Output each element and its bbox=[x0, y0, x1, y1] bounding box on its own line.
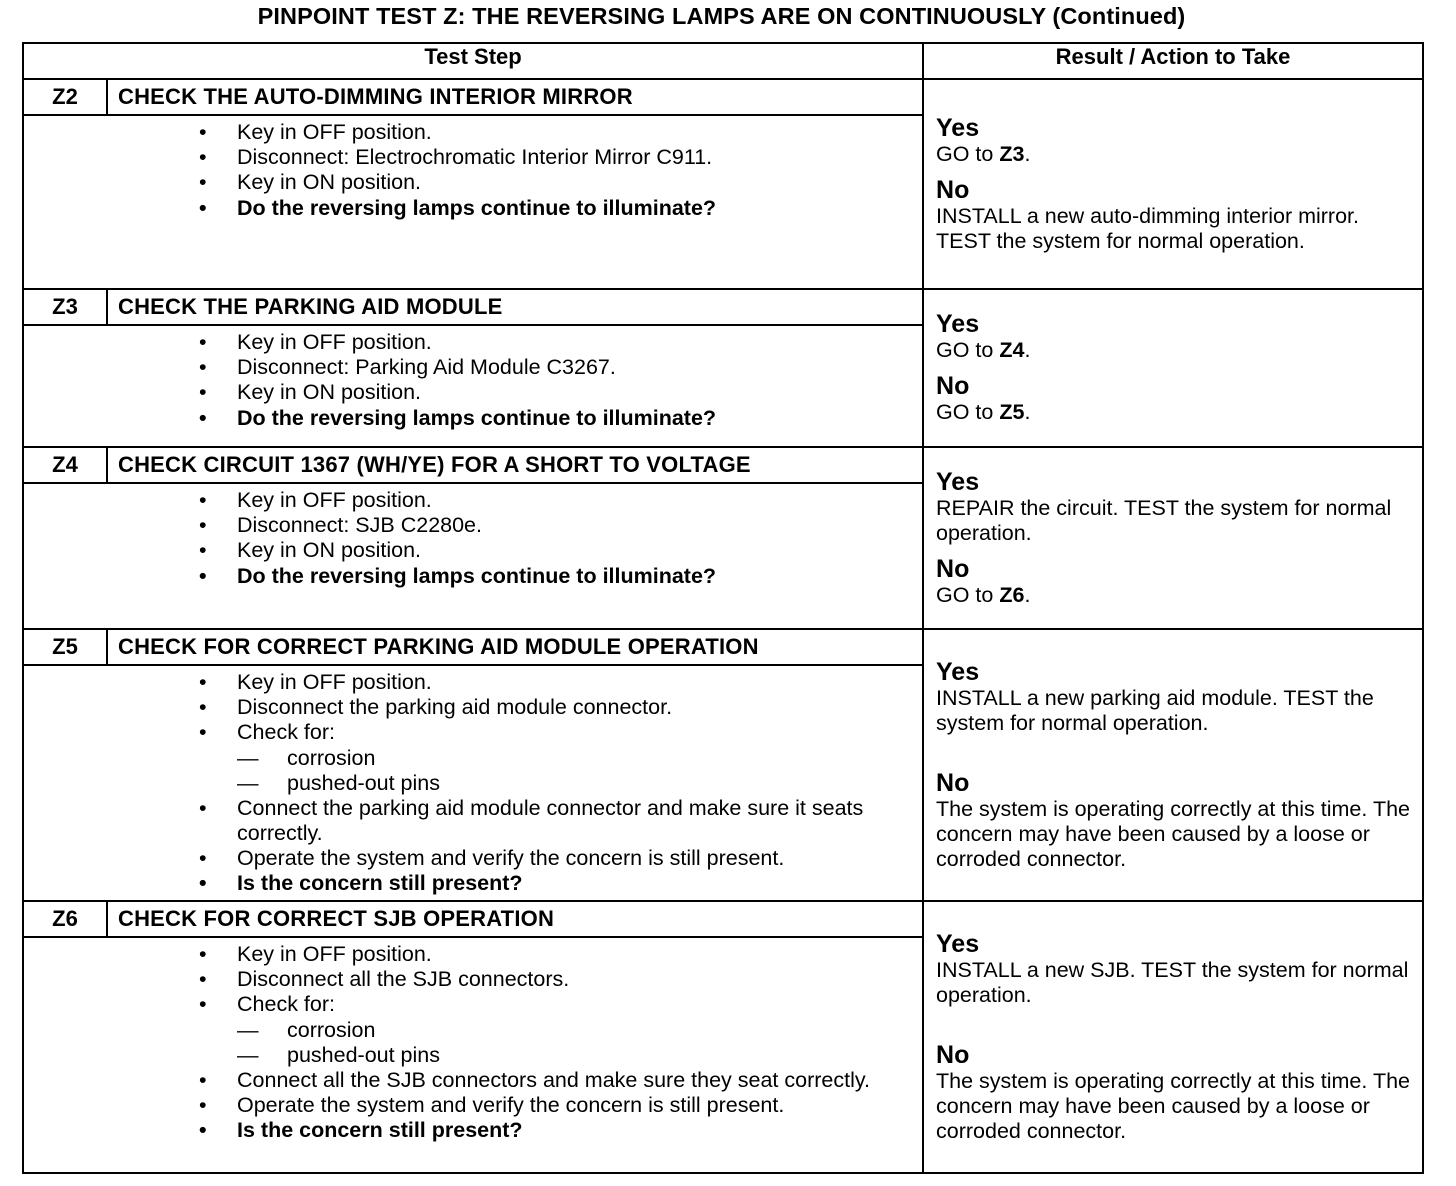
action-item: • Disconnect: Parking Aid Module C3267. bbox=[107, 355, 922, 380]
yes-action: INSTALL a new parking aid module. TEST the system for normal operation. bbox=[936, 685, 1374, 735]
action-item: • Key in OFF position. bbox=[107, 670, 922, 695]
action-item bbox=[107, 992, 922, 1067]
action-item: • Key in OFF position. bbox=[107, 120, 922, 145]
table-header-row bbox=[23, 43, 1423, 79]
action-item: • Disconnect all the SJB connectors. bbox=[107, 967, 922, 992]
action-item: • Disconnect: SJB C2280e. bbox=[107, 513, 922, 538]
step-id: Z6 bbox=[23, 901, 107, 937]
result-cell bbox=[923, 447, 1423, 629]
action-item: • Key in OFF position. bbox=[107, 488, 922, 513]
step-id-spacer bbox=[23, 483, 107, 629]
step-id: Z3 bbox=[23, 289, 107, 325]
yes-action: GO to Z3. bbox=[936, 141, 1031, 166]
action-item: • Key in OFF position. bbox=[107, 330, 922, 355]
no-step-ref: Z6 bbox=[999, 582, 1025, 607]
action-question: • Do the reversing lamps continue to illuminate? bbox=[107, 406, 922, 431]
no-label: No bbox=[936, 554, 970, 583]
step-title: CHECK THE PARKING AID MODULE bbox=[107, 289, 923, 325]
step-id: Z4 bbox=[23, 447, 107, 483]
step-id-spacer bbox=[23, 325, 107, 447]
step-title: CHECK CIRCUIT 1367 (WH/YE) FOR A SHORT TO VOLTAGE bbox=[107, 447, 923, 483]
action-item: • Connect the parking aid module connector and make sure it seats correctly. bbox=[107, 796, 922, 846]
page-title: PINPOINT TEST Z: THE REVERSING LAMPS ARE ON CONTINUOUSLY (Continued) bbox=[257, 3, 1186, 29]
header-result-action: Result / Action to Take bbox=[923, 43, 1423, 79]
check-item: — corrosion bbox=[237, 746, 922, 771]
no-action: The system is operating correctly at this time. The concern may have been caused by a loose or corroded connector. bbox=[936, 1068, 1410, 1143]
check-for-label: Check for: bbox=[237, 720, 335, 745]
yes-label: Yes bbox=[936, 929, 980, 958]
check-item: — corrosion bbox=[237, 1018, 922, 1043]
header-test-step: Test Step bbox=[23, 43, 923, 79]
yes-action: INSTALL a new SJB. TEST the system for normal operation. bbox=[936, 957, 1409, 1007]
no-action: The system is operating correctly at this time. The concern may have been caused by a loose or corroded connector. bbox=[936, 796, 1410, 871]
result-cell bbox=[923, 901, 1423, 1173]
yes-step-ref: Z3 bbox=[999, 141, 1025, 166]
yes-step-ref: Z4 bbox=[999, 338, 1025, 362]
step-title-row bbox=[23, 629, 1423, 665]
step-title-row bbox=[23, 447, 1423, 483]
action-item bbox=[107, 720, 922, 795]
action-question: • Is the concern still present? bbox=[107, 1118, 922, 1143]
step-id: Z5 bbox=[23, 629, 107, 665]
step-title: CHECK THE AUTO-DIMMING INTERIOR MIRROR bbox=[107, 79, 923, 115]
result-cell bbox=[923, 79, 1423, 289]
step-title: CHECK FOR CORRECT SJB OPERATION bbox=[107, 901, 923, 937]
step-actions bbox=[107, 483, 923, 629]
step-title-row bbox=[23, 79, 1423, 115]
yes-action: GO to Z4. bbox=[936, 338, 1031, 362]
step-title: CHECK FOR CORRECT PARKING AID MODULE OPERATION bbox=[107, 629, 923, 665]
no-label: No bbox=[936, 372, 970, 400]
action-question: • Do the reversing lamps continue to illuminate? bbox=[107, 564, 922, 589]
step-actions bbox=[107, 937, 923, 1173]
action-item: • Disconnect: Electrochromatic Interior Mirror C911. bbox=[107, 145, 922, 170]
pinpoint-test-table bbox=[22, 42, 1424, 1174]
action-item: • Operate the system and verify the concern is still present. bbox=[107, 846, 922, 871]
action-question: • Is the concern still present? bbox=[107, 871, 922, 896]
no-label: No bbox=[936, 768, 970, 797]
no-step-ref: Z5 bbox=[999, 400, 1025, 424]
step-id-spacer bbox=[23, 115, 107, 289]
check-item: — pushed-out pins bbox=[237, 771, 922, 796]
yes-label: Yes bbox=[936, 113, 980, 142]
step-id-spacer bbox=[23, 937, 107, 1173]
action-item: • Key in ON position. bbox=[107, 380, 922, 405]
no-action: GO to Z6. bbox=[936, 582, 1031, 607]
step-id: Z2 bbox=[23, 79, 107, 115]
result-cell bbox=[923, 289, 1423, 447]
step-actions bbox=[107, 325, 923, 447]
step-title-row bbox=[23, 289, 1423, 325]
step-actions bbox=[107, 665, 923, 901]
no-action: INSTALL a new auto-dimming interior mirror. TEST the system for normal operation. bbox=[936, 203, 1359, 253]
action-item: • Key in ON position. bbox=[107, 538, 922, 563]
yes-action: REPAIR the circuit. TEST the system for normal operation. bbox=[936, 495, 1392, 545]
step-id-spacer bbox=[23, 665, 107, 901]
result-cell bbox=[923, 629, 1423, 901]
yes-label: Yes bbox=[936, 310, 980, 338]
action-item: • Operate the system and verify the concern is still present. bbox=[107, 1093, 922, 1118]
step-actions bbox=[107, 115, 923, 289]
action-item: • Key in OFF position. bbox=[107, 942, 922, 967]
action-item: • Disconnect the parking aid module connector. bbox=[107, 695, 922, 720]
no-label: No bbox=[936, 175, 970, 204]
action-item: • Key in ON position. bbox=[107, 170, 922, 195]
yes-label: Yes bbox=[936, 467, 980, 496]
yes-label: Yes bbox=[936, 657, 980, 686]
no-action: GO to Z5. bbox=[936, 400, 1031, 424]
action-item: • Connect all the SJB connectors and make sure they seat correctly. bbox=[107, 1068, 922, 1093]
no-label: No bbox=[936, 1040, 970, 1069]
step-title-row bbox=[23, 901, 1423, 937]
action-question: • Do the reversing lamps continue to illuminate? bbox=[107, 196, 922, 221]
check-item: — pushed-out pins bbox=[237, 1043, 922, 1068]
check-for-label: Check for: bbox=[237, 992, 335, 1017]
